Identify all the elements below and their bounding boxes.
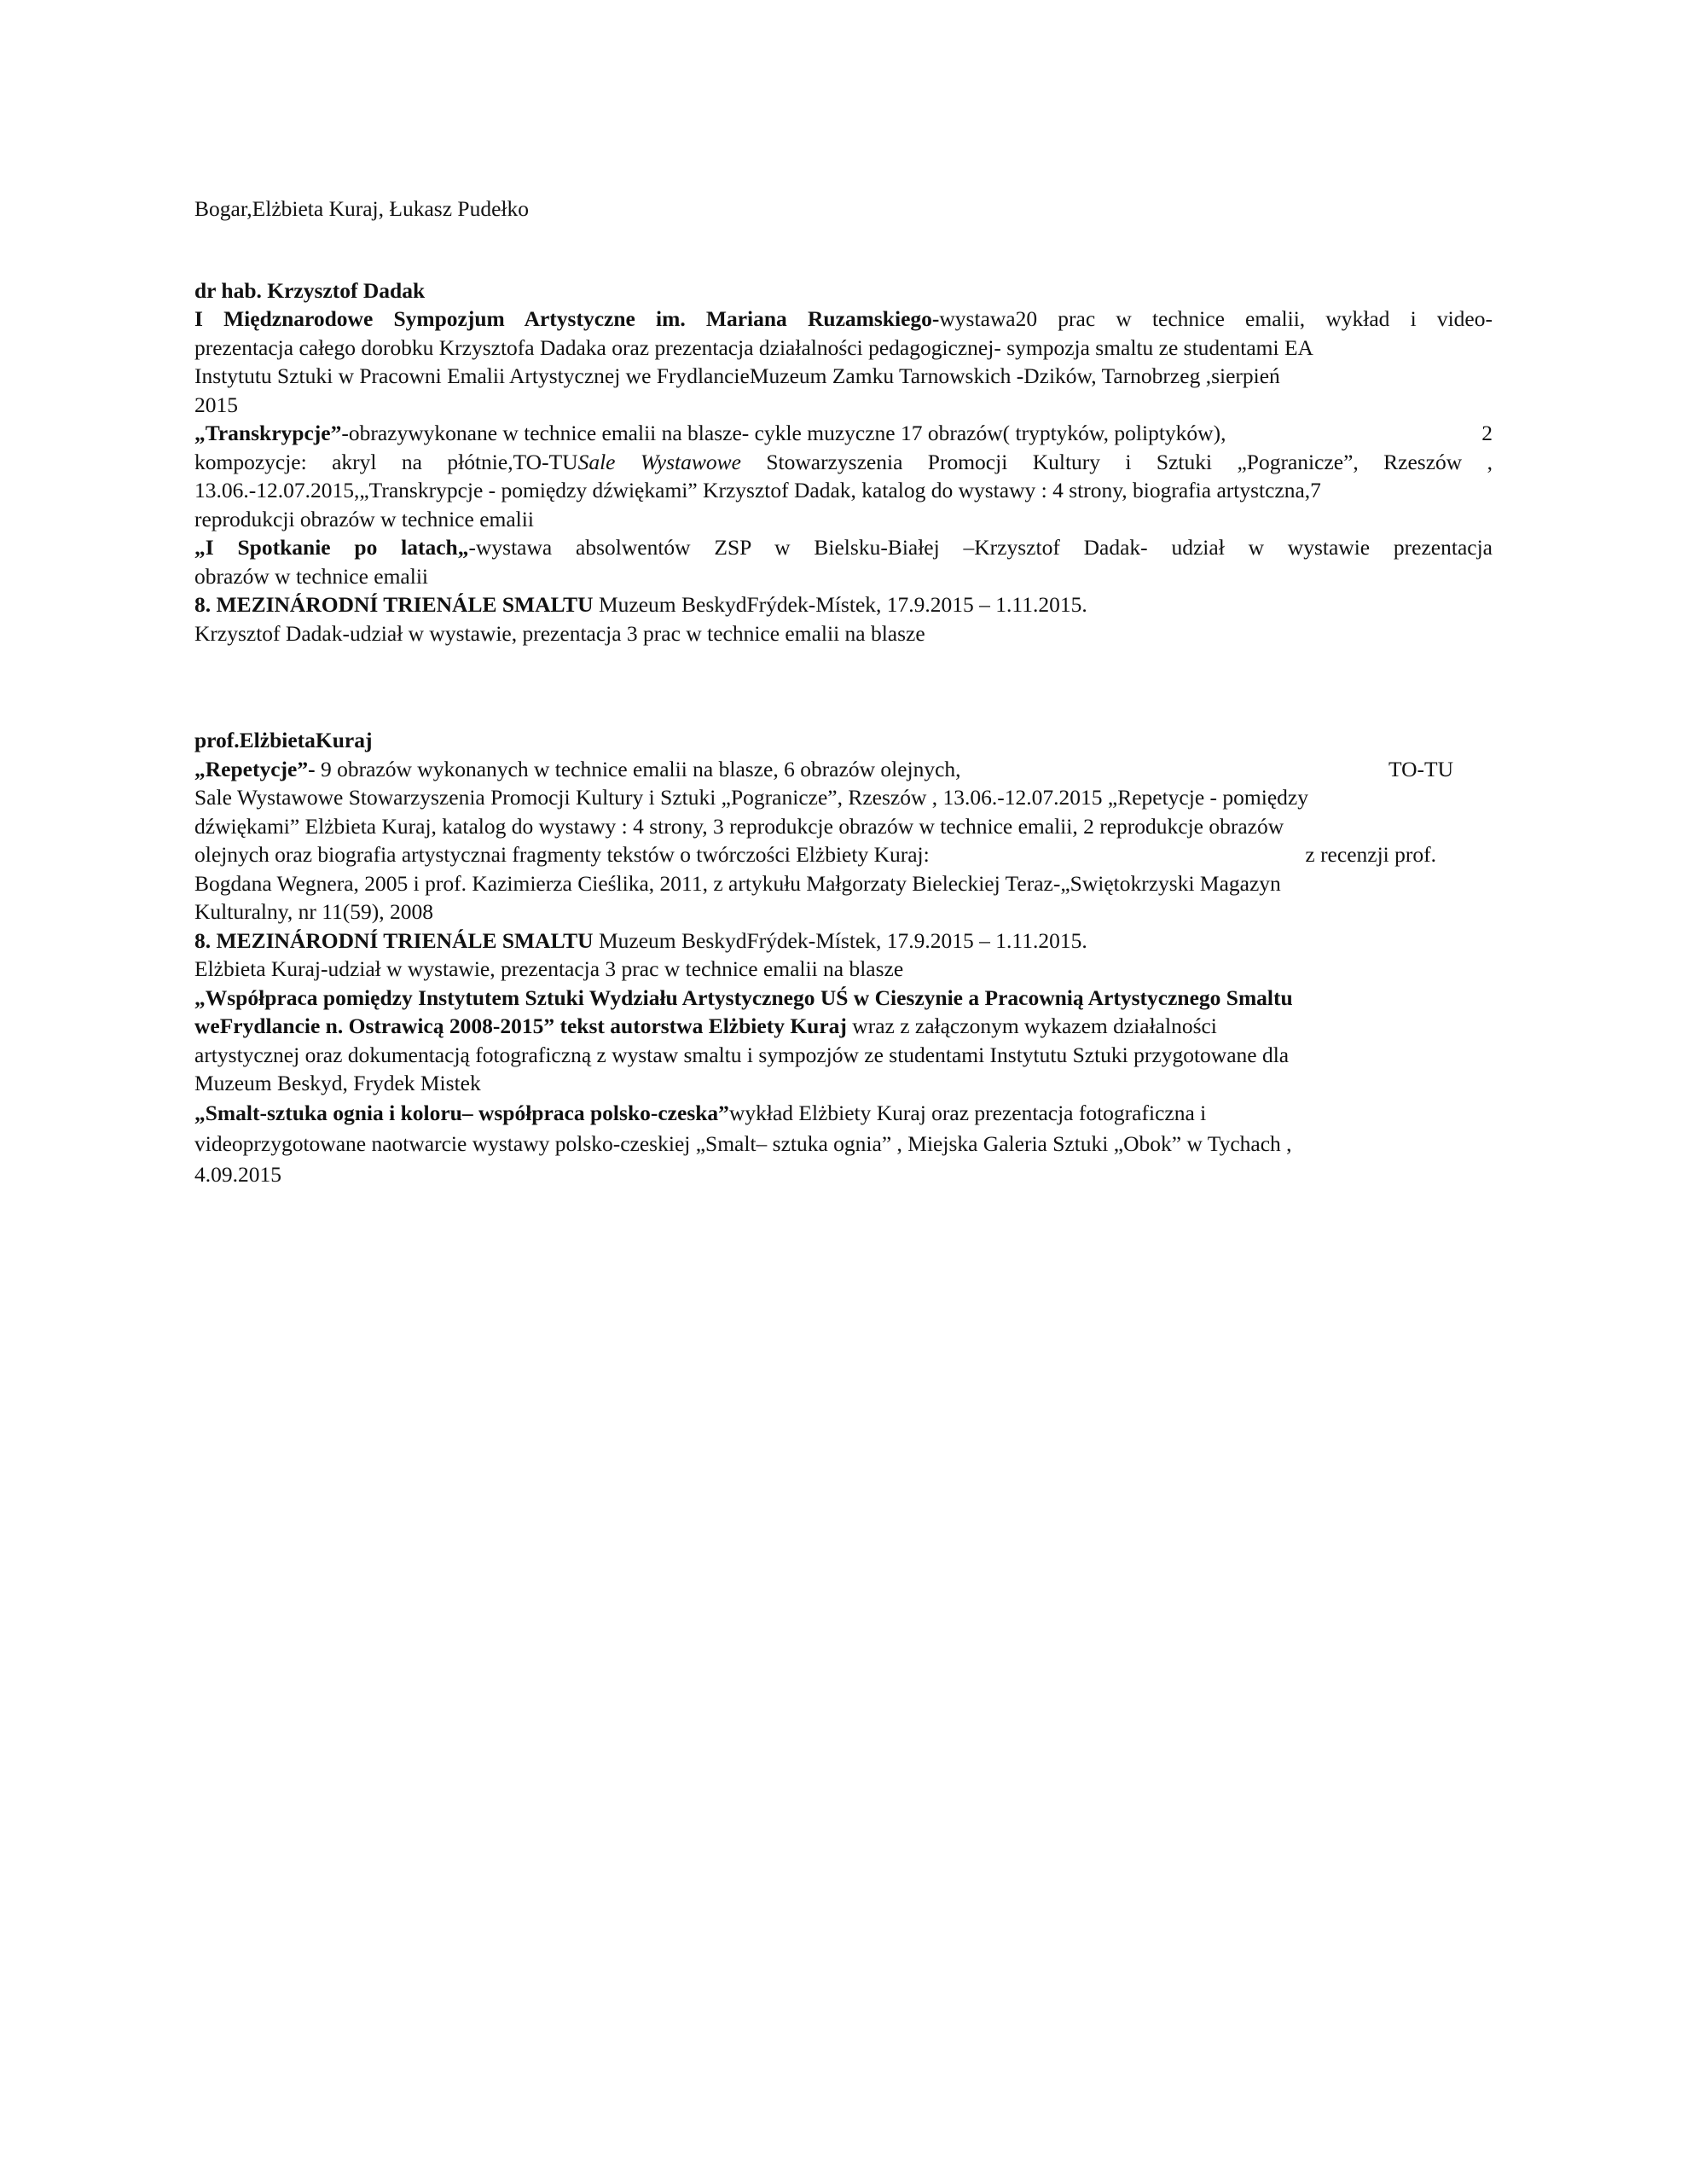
smalt-line-3: 4.09.2015 <box>194 1161 281 1187</box>
wspolpraca-line-4: Muzeum Beskyd, Frydek Mistek <box>194 1071 481 1095</box>
repetycje-venue: TO-TU <box>1388 756 1453 781</box>
spacer <box>194 648 1493 726</box>
spacer <box>194 224 1493 276</box>
spotkanie-line-1 <box>194 533 1493 562</box>
repetycje-text: 9 obrazów wykonanych w technice emalii na blasze, 6 obrazów olejnych, <box>315 756 961 781</box>
transkrypcje-venue: Sale Wystawowe <box>577 449 741 474</box>
transkrypcje-text: Stowarzyszenia Promocji Kultury i Sztuki „Pogranicze”, Rzeszów , <box>740 449 1493 474</box>
wspolpraca-line-2 <box>194 1012 1493 1041</box>
repetycje-title: „Repetycje”- <box>194 756 316 781</box>
trienale-note: Krzysztof Dadak-udział w wystawie, prezentacja 3 prac w technice emalii na blasze <box>194 620 925 646</box>
spotkanie-title: „I Spotkanie po latach„ <box>194 535 469 560</box>
trienale-line-1 <box>194 926 1493 956</box>
smalt-title: „Smalt-sztuka ognia i koloru– współpraca polsko-czeska” <box>194 1100 729 1125</box>
sympozjum-line-4: 2015 <box>194 392 238 417</box>
trienale-entry <box>194 926 1493 984</box>
repetycje-line-3: dźwiękami” Elżbieta Kuraj, katalog do wystawy : 4 strony, 3 reprodukcje obrazów w technice emalii, 2 reprodukcje obrazów <box>194 813 1284 839</box>
document-page <box>194 195 1493 1190</box>
transkrypcje-text: kompozycje: akryl na płótnie,TO-TU <box>194 449 578 474</box>
spotkanie-entry <box>194 533 1493 590</box>
repetycje-text: z recenzji prof. <box>1305 842 1436 867</box>
repetycje-line-1 <box>194 755 1493 784</box>
intro-names <box>194 195 1493 224</box>
trienale-text: Muzeum BeskydFrýdek-Místek, 17.9.2015 – 1.11.2015. <box>593 592 1087 617</box>
repetycje-line-6: Kulturalny, nr 11(59), 2008 <box>194 899 433 924</box>
transkrypcje-number: 2 <box>1481 421 1493 445</box>
section-heading: prof.ElżbietaKuraj <box>194 728 373 752</box>
transkrypcje-line-3: 13.06.-12.07.2015,„Transkrypcje - pomiędzy dźwiękami” Krzysztof Dadak, katalog do wystawy : 4 strony, biografia artystczna,7 <box>194 478 1321 502</box>
trienale-title: 8. MEZINÁRODNÍ TRIENÁLE SMALTU <box>194 592 594 617</box>
transkrypcje-line-1 <box>194 419 1493 448</box>
repetycje-entry <box>194 755 1493 926</box>
sympozjum-title: I Międznarodowe Sympozjum Artystyczne im. Mariana Ruzamskiego- <box>194 306 940 331</box>
repetycje-line-4 <box>194 840 1493 869</box>
intro-names-text: Bogar,Elżbieta Kuraj, Łukasz Pudełko <box>194 196 529 221</box>
smalt-line-2: videoprzygotowane naotwarcie wystawy polsko-czeskiej „Smalt– sztuka ognia” , Miejska Galeria Sztuki „Obok” w Tychach , <box>194 1130 1292 1156</box>
spotkanie-line-2: obrazów w technice emalii <box>194 563 429 589</box>
wspolpraca-title-line-1: „Współpraca pomiędzy Instytutem Sztuki Wydziału Artystycznego UŚ w Cieszynie a Pracownią Artystycznego Smaltu <box>194 985 1293 1010</box>
smalt-line-1 <box>194 1098 1493 1129</box>
wspolpraca-entry <box>194 984 1493 1098</box>
transkrypcje-text: -obrazywykonane w technice emalii na blasze- cykle muzyczne 17 obrazów( tryptyków, poliptyków), <box>341 421 1226 445</box>
smalt-entry <box>194 1098 1493 1190</box>
trienale-entry <box>194 590 1493 648</box>
sympozjum-line-3: Instytutu Sztuki w Pracowni Emalii Artystycznej we FrydlancieMuzeum Zamku Tarnowskich -Dzików, Tarnobrzeg ,sierpień <box>194 363 1280 388</box>
trienale-line-1 <box>194 590 1493 619</box>
section-heading: dr hab. Krzysztof Dadak <box>194 277 426 303</box>
sympozjum-line-1 <box>194 305 1493 334</box>
sympozjum-entry <box>194 305 1493 419</box>
wspolpraca-text: wraz z załączonym wykazem działalności <box>846 1014 1217 1038</box>
section-dadak <box>194 276 1493 648</box>
smalt-text: wykład Elżbiety Kuraj oraz prezentacja fotograficzna i <box>728 1100 1207 1125</box>
section-kuraj <box>194 726 1493 1190</box>
trienale-text: Muzeum BeskydFrýdek-Místek, 17.9.2015 – 1.11.2015. <box>593 927 1087 953</box>
wspolpraca-title: weFrydlancie n. Ostrawicą 2008-2015” tekst autorstwa Elżbiety Kuraj <box>194 1014 847 1038</box>
trienale-title: 8. MEZINÁRODNÍ TRIENÁLE SMALTU <box>194 927 594 953</box>
sympozjum-text: wystawa20 prac w technice emalii, wykład i video- <box>939 306 1493 331</box>
repetycje-text: olejnych oraz biografia artystycznai fragmenty tekstów o twórczości Elżbiety Kuraj: <box>194 842 930 867</box>
spotkanie-text: -wystawa absolwentów ZSP w Bielsku-Białej –Krzysztof Dadak- udział w wystawie prezentacja <box>468 535 1493 560</box>
transkrypcje-line-4: reprodukcji obrazów w technice emalii <box>194 506 534 531</box>
transkrypcje-entry <box>194 419 1493 533</box>
repetycje-line-5: Bogdana Wegnera, 2005 i prof. Kazimierza Cieślika, 2011, z artykułu Małgorzaty Bieleckiej Teraz-„Swiętokrzyski Magazyn <box>194 870 1281 896</box>
repetycje-line-2: Sale Wystawowe Stowarzyszenia Promocji Kultury i Sztuki „Pogranicze”, Rzeszów , 13.06.-12.07.2015 „Repetycje - pomiędzy <box>194 785 1308 810</box>
wspolpraca-line-3: artystycznej oraz dokumentacją fotograficzną z wystaw smaltu i sympozjów ze studentami Instytutu Sztuki przygotowane dla <box>194 1042 1290 1067</box>
transkrypcje-line-2 <box>194 448 1493 477</box>
trienale-note: Elżbieta Kuraj-udział w wystawie, prezentacja 3 prac w technice emalii na blasze <box>194 956 904 981</box>
transkrypcje-title: „Transkrypcje” <box>194 421 342 445</box>
sympozjum-line-2: prezentacja całego dorobku Krzysztofa Dadaka oraz prezentacja działalności pedagogicznej- sympozja smaltu ze studentami EA <box>194 334 1313 360</box>
